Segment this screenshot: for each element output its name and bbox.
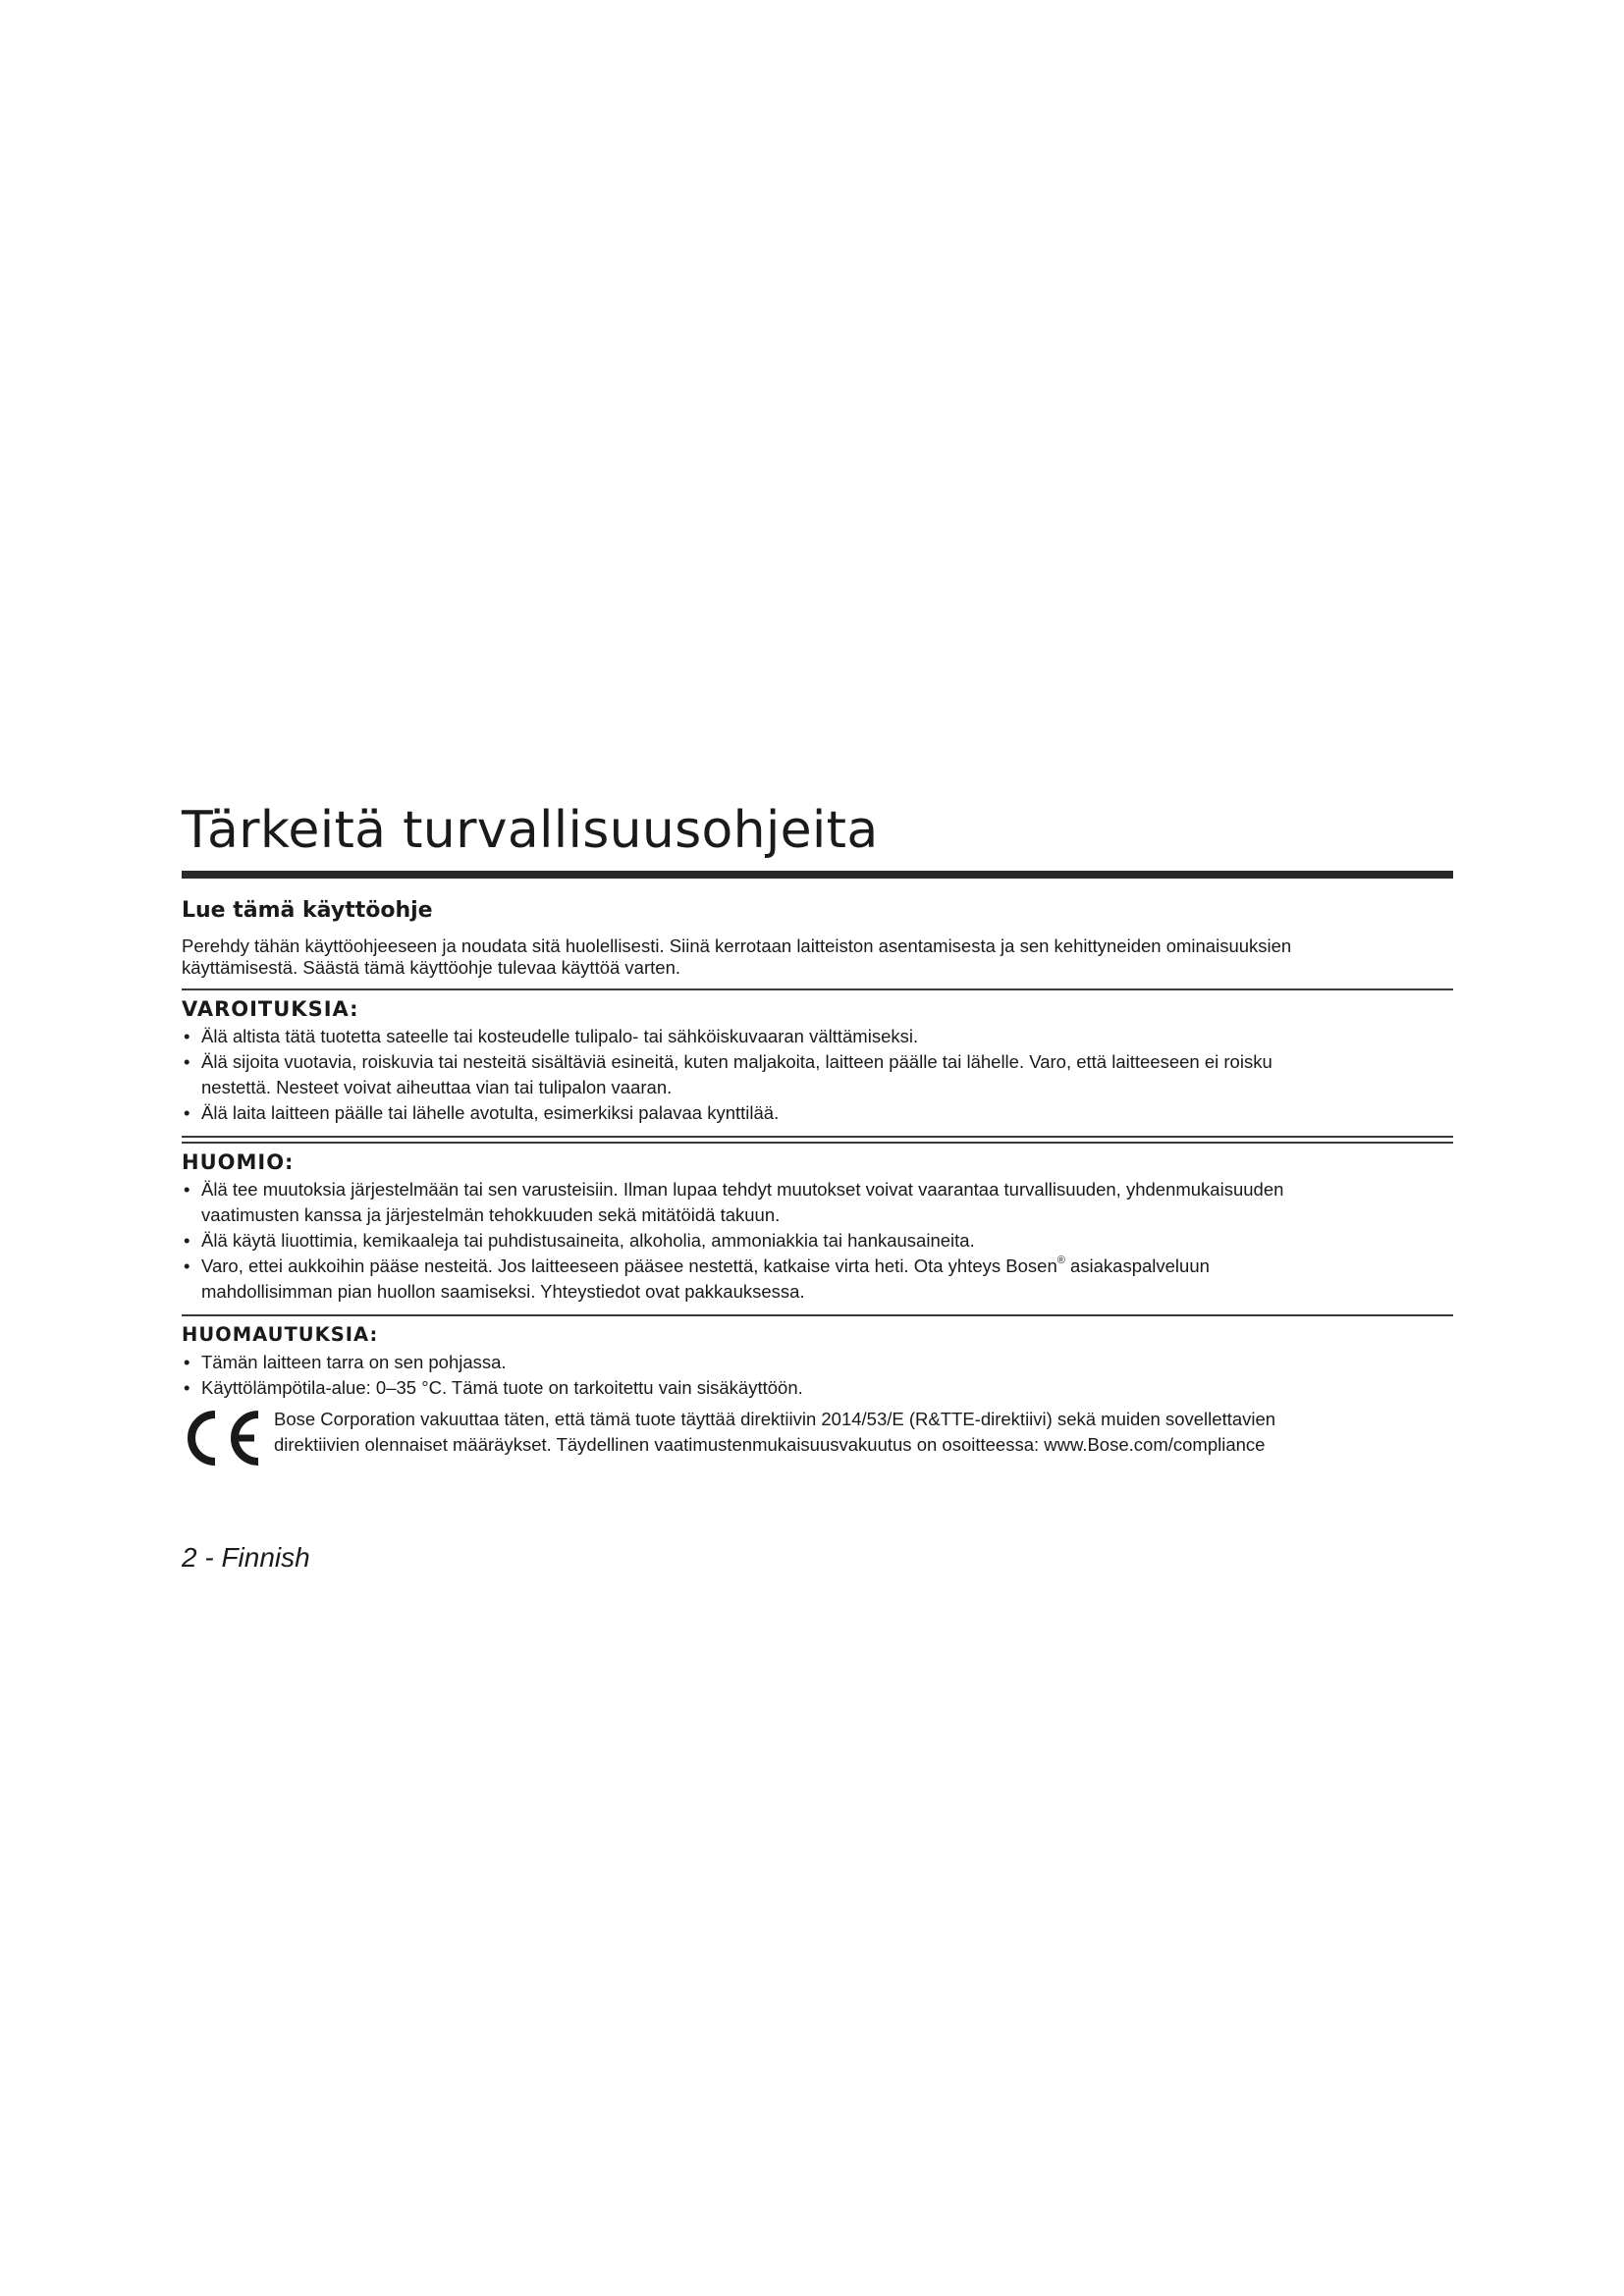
caution-list — [182, 1177, 1453, 1305]
page-title: Tärkeitä turvallisuusohjeita — [182, 801, 879, 860]
section-divider-double — [182, 1136, 1453, 1144]
read-manual-heading: Lue tämä käyttöohje — [182, 898, 433, 923]
section-divider — [182, 1314, 1453, 1316]
read-manual-section — [182, 898, 1453, 979]
page-footer: 2 - Finnish — [182, 1542, 310, 1573]
ce-mark-icon — [182, 1409, 264, 1468]
caution-text-tail: asiakaspalveluun — [1064, 1255, 1210, 1276]
read-manual-line-1: Perehdy tähän käyttöohjeeseen ja noudata sitä huolellisesti. Siinä kerrotaan laitteiston asentamisesta ja sen kehittyneiden ominaisuuksien — [182, 935, 1292, 956]
caution-text: Varo, ettei aukkoihin pääse nesteitä. Jos laitteeseen pääsee nestettä, katkaise virta heti. Ota yhteys Bosen — [201, 1255, 1057, 1276]
note-text: Käyttölämpötila-alue: 0–35 °C. Tämä tuote on tarkoitettu vain sisäkäyttöön. — [201, 1377, 803, 1398]
bullet-icon: • — [184, 1179, 190, 1200]
caution-text-continued: vaatimusten kanssa ja järjestelmän tehokkuuden sekä mitätöidä takuun. — [201, 1204, 781, 1225]
warnings-heading: VAROITUKSIA: — [182, 997, 359, 1021]
caution-text: Älä tee muutoksia järjestelmään tai sen varusteisiin. Ilman lupaa tehdyt muutokset voivat vaarantaa turvallisuuden, yhdenmukaisuuden — [201, 1179, 1284, 1200]
warning-text: Älä altista tätä tuotetta sateelle tai kosteudelle tulipalo- tai sähköiskuvaaran välttämiseksi. — [201, 1026, 919, 1046]
registered-mark: ® — [1056, 1255, 1065, 1266]
bullet-icon: • — [184, 1051, 190, 1072]
ce-declaration-text — [274, 1407, 1275, 1458]
caution-section — [182, 1149, 1453, 1305]
warning-text: Älä laita laitteen päälle tai lähelle avotulta, esimerkiksi palavaa kynttilää. — [201, 1102, 780, 1123]
ce-text-line-1: Bose Corporation vakuuttaa täten, että tämä tuote täyttää direktiivin 2014/53/E (R&TTE-direktiivi) sekä muiden sovellettavien — [274, 1409, 1276, 1429]
warnings-section — [182, 996, 1453, 1126]
bullet-icon: • — [184, 1102, 190, 1123]
warning-text-continued: nestettä. Nesteet voivat aiheuttaa vian tai tulipalon vaaran. — [201, 1077, 673, 1097]
caution-text-continued: mahdollisimman pian huollon saamiseksi. Yhteystiedot ovat pakkauksessa. — [201, 1281, 805, 1302]
notes-list — [182, 1350, 1453, 1401]
bullet-icon: • — [184, 1230, 190, 1251]
ce-text-line-2: direktiivien olennaiset määräykset. Täydellinen vaatimustenmukaisuusvakuutus on osoitteessa: www.Bose.com/compliance — [274, 1434, 1266, 1455]
list-item — [182, 1177, 1453, 1228]
note-text: Tämän laitteen tarra on sen pohjassa. — [201, 1352, 507, 1372]
list-item — [182, 1100, 1453, 1126]
list-item — [182, 1228, 1453, 1254]
caution-heading: HUOMIO: — [182, 1150, 295, 1174]
list-item — [182, 1375, 1453, 1401]
caution-text: Älä käytä liuottimia, kemikaaleja tai puhdistusaineita, alkoholia, ammoniakkia tai hankausaineita. — [201, 1230, 975, 1251]
warnings-list — [182, 1024, 1453, 1126]
notes-section — [182, 1322, 1453, 1468]
read-manual-line-2: käyttämisestä. Säästä tämä käyttöohje tulevaa käyttöä varten. — [182, 957, 680, 978]
list-item — [182, 1049, 1453, 1100]
title-rule — [182, 871, 1453, 879]
section-divider — [182, 988, 1453, 990]
bullet-icon: • — [184, 1255, 190, 1276]
warning-text: Älä sijoita vuotavia, roiskuvia tai nesteitä sisältäviä esineitä, kuten maljakoita, laitteen päälle tai lähelle. Varo, että laitteeseen ei roisku — [201, 1051, 1272, 1072]
bullet-icon: • — [184, 1352, 190, 1372]
notes-heading: HUOMAUTUKSIA: — [182, 1323, 379, 1346]
bullet-icon: • — [184, 1377, 190, 1398]
list-item — [182, 1254, 1453, 1305]
ce-declaration — [182, 1407, 1453, 1468]
read-manual-body — [182, 935, 1453, 979]
page-content — [182, 800, 1453, 1468]
list-item — [182, 1024, 1453, 1049]
bullet-icon: • — [184, 1026, 190, 1046]
list-item — [182, 1350, 1453, 1375]
